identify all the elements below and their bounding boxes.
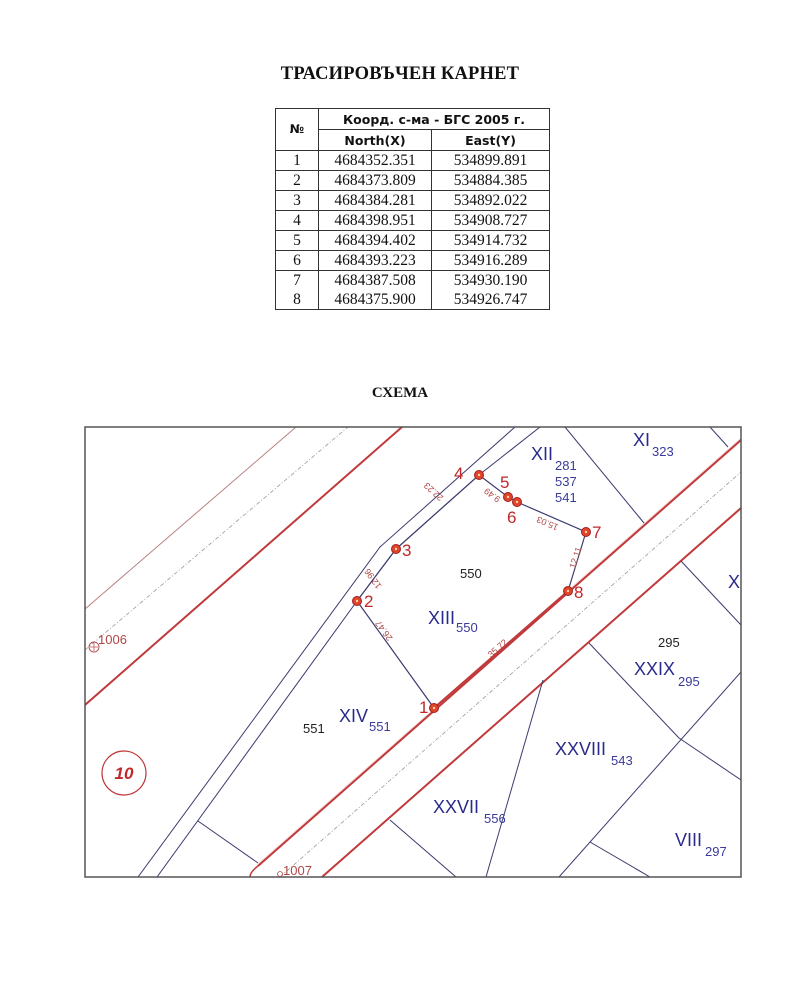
parcel-number-550: 550 bbox=[460, 566, 482, 581]
parcel-sub-viii: 297 bbox=[705, 844, 727, 859]
parcel-sub-xi: 323 bbox=[652, 444, 674, 459]
cell-number: 7 bbox=[276, 271, 319, 291]
column-header-coordinate-system: Коорд. с-ма - БГС 2005 г. bbox=[319, 109, 550, 130]
parcel-label-xii: XII bbox=[531, 444, 554, 464]
road-centerline bbox=[85, 427, 348, 650]
parcel-boundary bbox=[198, 821, 258, 863]
parcel-label-xxix: XXIX bbox=[634, 659, 676, 679]
column-header-east: East(Y) bbox=[432, 130, 550, 151]
reference-label-1006: 1006 bbox=[98, 632, 127, 647]
cell-number: 8 bbox=[276, 290, 319, 310]
parcel-label-xi: XI bbox=[633, 430, 651, 450]
parcel-boundary bbox=[710, 427, 728, 447]
scheme-title: СХЕМА bbox=[371, 385, 429, 401]
survey-point-8 bbox=[564, 587, 573, 596]
traced-boundary bbox=[357, 475, 586, 708]
distance-label-7-8: 12.11 bbox=[567, 545, 584, 570]
parcel-boundary bbox=[390, 820, 456, 877]
reference-marker-1006 bbox=[89, 632, 127, 652]
cell-north: 4684394.402 bbox=[319, 231, 432, 251]
cell-east: 534930.190 bbox=[432, 271, 550, 291]
parcel-label-xiii: XIII bbox=[428, 608, 456, 628]
parcel-sub-xxviii: 543 bbox=[611, 753, 633, 768]
cell-east: 534899.891 bbox=[432, 151, 550, 171]
cell-east: 534926.747 bbox=[432, 290, 550, 310]
parcel-extra-537: 537 bbox=[555, 474, 577, 489]
road-regulation-line bbox=[85, 427, 402, 705]
parcel-number-295: 295 bbox=[658, 635, 680, 650]
parcel-boundary bbox=[590, 842, 650, 877]
cell-north: 4684387.508 bbox=[319, 271, 432, 291]
column-header-number: № bbox=[276, 109, 319, 151]
parcel-sub-xxvii: 556 bbox=[484, 811, 506, 826]
cell-north: 4684384.281 bbox=[319, 191, 432, 211]
parcel-number-551: 551 bbox=[303, 721, 325, 736]
survey-point-1 bbox=[430, 704, 439, 713]
point-label-6: 6 bbox=[507, 508, 517, 527]
distance-label-3-4: 22.23 bbox=[421, 480, 446, 503]
cell-north: 4684373.809 bbox=[319, 171, 432, 191]
distance-label-2-3: 12.96 bbox=[362, 566, 384, 591]
cell-east: 534914.732 bbox=[432, 231, 550, 251]
parcel-label-xxvii: XXVII bbox=[433, 797, 480, 817]
distance-label-1-2: 26.47 bbox=[373, 618, 395, 643]
point-label-1: 1 bbox=[419, 698, 429, 717]
survey-point-6 bbox=[513, 498, 522, 507]
parcel-boundary bbox=[679, 738, 741, 780]
cell-east: 534916.289 bbox=[432, 251, 550, 271]
road-edge-line bbox=[85, 427, 296, 609]
point-label-5: 5 bbox=[500, 473, 510, 492]
cell-number: 1 bbox=[276, 151, 319, 171]
parcel-sub-xiii: 550 bbox=[456, 620, 478, 635]
distance-label-8-1: 35.72 bbox=[485, 637, 510, 660]
map-frame bbox=[85, 427, 741, 877]
parcel-boundary bbox=[486, 680, 543, 877]
parcel-extra-541: 541 bbox=[555, 490, 577, 505]
reference-label-1007: 1007 bbox=[283, 863, 312, 878]
parcel-boundary bbox=[589, 643, 679, 738]
document-title: ТРАСИРОВЪЧЕН КАРНЕТ bbox=[280, 64, 520, 84]
point-label-2: 2 bbox=[364, 592, 374, 611]
column-header-north: North(X) bbox=[319, 130, 432, 151]
parcel-boundary bbox=[681, 561, 741, 625]
distance-label-6-7: 15.03 bbox=[535, 514, 560, 533]
survey-point-4 bbox=[475, 471, 484, 480]
parcel-label-xiv: XIV bbox=[339, 706, 369, 726]
point-label-7: 7 bbox=[592, 523, 602, 542]
cell-north: 4684375.900 bbox=[319, 290, 432, 310]
cell-number: 4 bbox=[276, 211, 319, 231]
block-number: 10 bbox=[114, 764, 134, 783]
parcel-label-x-partial: X bbox=[728, 572, 741, 592]
point-label-8: 8 bbox=[574, 583, 584, 602]
survey-point-5 bbox=[504, 493, 513, 502]
parcel-sub-xiv: 551 bbox=[369, 719, 391, 734]
survey-point-7 bbox=[582, 528, 591, 537]
parcel-sub-xxix: 295 bbox=[678, 674, 700, 689]
survey-point-3 bbox=[392, 545, 401, 554]
point-label-4: 4 bbox=[454, 464, 464, 483]
cell-east: 534884.385 bbox=[432, 171, 550, 191]
survey-point-2 bbox=[353, 597, 362, 606]
cell-north: 4684398.951 bbox=[319, 211, 432, 231]
cell-east: 534892.022 bbox=[432, 191, 550, 211]
reference-marker-1007 bbox=[278, 863, 312, 878]
block-number-badge bbox=[102, 751, 146, 795]
cell-number: 2 bbox=[276, 171, 319, 191]
distance-label-4-5: 9.49 bbox=[482, 485, 503, 505]
cell-number: 6 bbox=[276, 251, 319, 271]
cell-east: 534908.727 bbox=[432, 211, 550, 231]
parcel-sub-xii: 281 bbox=[555, 458, 577, 473]
cell-number: 5 bbox=[276, 231, 319, 251]
point-label-3: 3 bbox=[402, 541, 412, 560]
cell-number: 3 bbox=[276, 191, 319, 211]
cell-north: 4684352.351 bbox=[319, 151, 432, 171]
parcel-label-viii: VIII bbox=[675, 830, 703, 850]
road-corner-arc bbox=[250, 866, 258, 877]
parcel-label-xxviii: XXVIII bbox=[555, 739, 607, 759]
cell-north: 4684393.223 bbox=[319, 251, 432, 271]
